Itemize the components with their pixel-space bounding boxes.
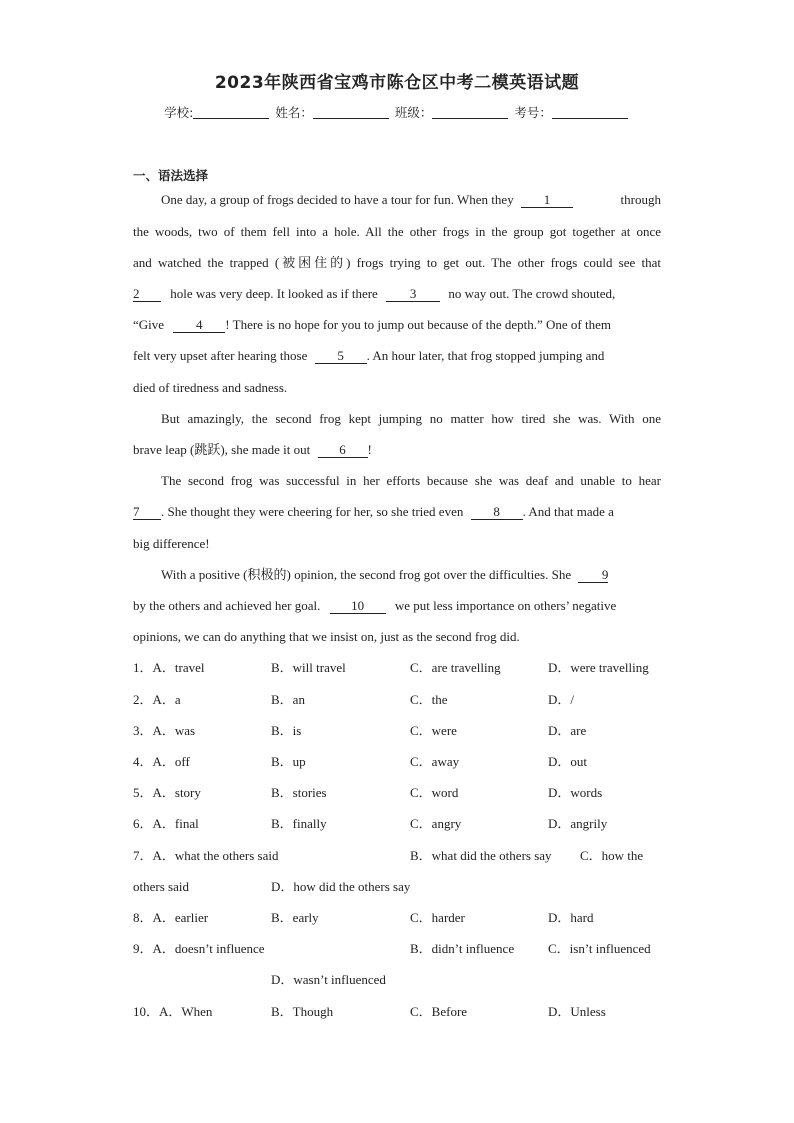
- page-title: 2023年陕西省宝鸡市陈仓区中考二模英语试题: [214, 73, 580, 93]
- number-blank: [552, 106, 628, 119]
- option-d[interactable]: D．words: [548, 785, 603, 800]
- passage-text: no way out. The crowd shouted,: [448, 286, 616, 301]
- option-c[interactable]: C．away: [410, 754, 460, 769]
- blank-9: 9: [578, 568, 608, 583]
- passage-line: and watched the trapped (被困住的) frogs trying to get out. The other frogs could see that: [133, 255, 661, 270]
- passage-text: With a positive (积极的) opinion, the second frog got over the difficulties. She: [161, 567, 572, 582]
- passage-text: . An hour later, that frog stopped jumping and: [366, 348, 605, 363]
- school-blank: [193, 106, 269, 119]
- option-b[interactable]: B．Though: [271, 1004, 334, 1019]
- option-a[interactable]: 4．A．off: [133, 754, 190, 769]
- passage-line: [133, 441, 661, 459]
- passage-text: we put less importance on others’ negative: [394, 598, 617, 613]
- passage-text: !: [367, 442, 372, 457]
- passage-line: [133, 316, 661, 334]
- option-c[interactable]: C．how the: [580, 848, 644, 863]
- option-c[interactable]: C．harder: [410, 910, 465, 925]
- student-info-line: [0, 103, 794, 121]
- option-b[interactable]: B．stories: [271, 785, 327, 800]
- passage-line: [133, 597, 661, 615]
- option-d[interactable]: D．angrily: [548, 816, 608, 831]
- option-c[interactable]: C．word: [410, 785, 459, 800]
- option-a[interactable]: 9．A．doesn’t influence: [133, 941, 265, 956]
- class-blank: [432, 106, 508, 119]
- option-b[interactable]: B．will travel: [271, 660, 346, 675]
- option-c[interactable]: C．isn’t influenced: [548, 941, 651, 956]
- option-a[interactable]: 7．A．what the others said: [133, 848, 279, 863]
- passage-text: through: [620, 192, 661, 207]
- passage-line: the woods, two of them fell into a hole. All the other frogs in the group got together at once: [133, 224, 661, 239]
- blank-6: 6: [318, 443, 368, 458]
- blank-1: 1: [521, 193, 573, 208]
- passage-text: ! There is no hope for you to jump out because of the depth.” One of them: [225, 317, 611, 332]
- passage-text: . And that made a: [522, 504, 614, 519]
- passage-text: One day, a group of frogs decided to have a tour for fun. When they: [161, 192, 514, 207]
- option-d[interactable]: D．hard: [548, 910, 594, 925]
- option-c[interactable]: C．are travelling: [410, 660, 501, 675]
- option-b[interactable]: B．an: [271, 692, 305, 707]
- option-b[interactable]: B．is: [271, 723, 302, 738]
- blank-10: 10: [330, 599, 386, 614]
- option-a[interactable]: 8．A．earlier: [133, 910, 209, 925]
- option-d[interactable]: D．out: [548, 754, 588, 769]
- passage-line: [133, 285, 661, 303]
- option-c[interactable]: C．the: [410, 692, 448, 707]
- passage-line: [133, 503, 661, 521]
- passage-text: . She thought they were cheering for her, so she tried even: [161, 504, 464, 519]
- passage-text: by the others and achieved her goal.: [133, 598, 321, 613]
- option-d[interactable]: D．wasn’t influenced: [271, 972, 386, 987]
- option-c[interactable]: C．angry: [410, 816, 462, 831]
- passage-line: big difference!: [133, 536, 210, 551]
- option-c[interactable]: C．were: [410, 723, 457, 738]
- name-blank: [313, 106, 389, 119]
- passage-text: hole was very deep. It looked as if there: [170, 286, 378, 301]
- passage-line: The second frog was successful in her efforts because she was deaf and unable to hear: [161, 473, 661, 488]
- option-a[interactable]: 10．A．When: [133, 1004, 213, 1019]
- passage-line: [133, 347, 661, 365]
- blank-8: 8: [471, 505, 523, 520]
- option-b[interactable]: B．finally: [271, 816, 327, 831]
- option-b[interactable]: B．didn’t influence: [410, 941, 515, 956]
- option-a[interactable]: 5．A．story: [133, 785, 201, 800]
- blank-4: 4: [173, 318, 225, 333]
- option-a[interactable]: 3．A．was: [133, 723, 196, 738]
- blank-7: 7: [133, 505, 161, 520]
- option-b[interactable]: B．early: [271, 910, 319, 925]
- option-d[interactable]: D．Unless: [548, 1004, 606, 1019]
- option-a[interactable]: 2．A．a: [133, 692, 181, 707]
- option-a[interactable]: 1．A．travel: [133, 660, 205, 675]
- school-label: 学校:: [164, 105, 194, 120]
- passage-line: [161, 566, 661, 584]
- passage-line: opinions, we can do anything that we insist on, just as the second frog did.: [133, 629, 520, 644]
- number-label: 考号：: [514, 105, 552, 120]
- option-b[interactable]: B．what did the others say: [410, 848, 552, 863]
- blank-5: 5: [315, 349, 367, 364]
- passage-line: died of tiredness and sadness.: [133, 380, 288, 395]
- passage-text: “Give: [133, 317, 165, 332]
- option-d[interactable]: D．were travelling: [548, 660, 649, 675]
- blank-3: 3: [386, 287, 440, 302]
- section-heading: 一、语法选择: [133, 168, 209, 183]
- option-b[interactable]: B．up: [271, 754, 306, 769]
- option-c[interactable]: C．Before: [410, 1004, 468, 1019]
- class-label: 班级：: [394, 105, 433, 120]
- passage-text: felt very upset after hearing those: [133, 348, 308, 363]
- passage-line: [161, 191, 661, 209]
- option-d[interactable]: D．how did the others say: [271, 879, 411, 894]
- option-a[interactable]: 6．A．final: [133, 816, 199, 831]
- blank-2: 2: [133, 287, 161, 302]
- passage-line: But amazingly, the second frog kept jumping no matter how tired she was. With one: [161, 411, 661, 426]
- option-d[interactable]: D．/: [548, 692, 575, 707]
- passage-text: brave leap (跳跃), she made it out: [133, 442, 311, 457]
- option-d[interactable]: D．are: [548, 723, 587, 738]
- option-c-continued[interactable]: others said: [133, 879, 189, 894]
- name-label: 姓名：: [275, 105, 313, 120]
